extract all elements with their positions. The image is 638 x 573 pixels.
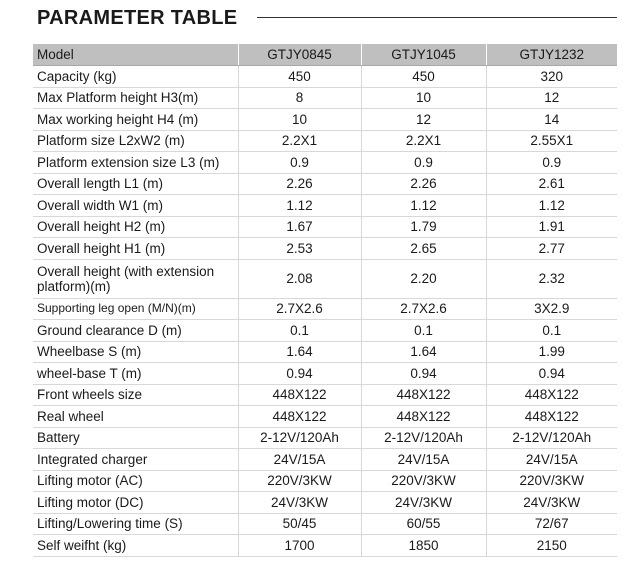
- parameter-value: 14: [486, 109, 617, 131]
- parameter-value: 450: [238, 66, 361, 88]
- parameter-value: 24V/15A: [486, 449, 617, 471]
- parameter-value: 2.20: [361, 259, 486, 298]
- parameter-label: Lifting motor (DC): [33, 492, 238, 514]
- parameter-value: 1.79: [361, 216, 486, 238]
- table-row: [33, 513, 617, 535]
- table-row: [33, 130, 617, 152]
- parameter-label: Overall height H2 (m): [33, 216, 238, 238]
- parameter-value: 1.12: [486, 195, 617, 217]
- parameter-value: 2-12V/120Ah: [486, 427, 617, 449]
- parameter-value: 320: [486, 66, 617, 88]
- parameter-value: 0.94: [238, 363, 361, 385]
- parameter-value: 448X122: [486, 384, 617, 406]
- parameter-value: 1850: [361, 535, 486, 557]
- parameter-value: 220V/3KW: [238, 470, 361, 492]
- table-row: [33, 238, 617, 260]
- parameter-label: Ground clearance D (m): [33, 320, 238, 342]
- page-title: PARAMETER TABLE: [37, 7, 238, 29]
- parameter-label: Platform extension size L3 (m): [33, 152, 238, 174]
- model-column-header: GTJY0845: [238, 44, 361, 66]
- parameter-label: Battery: [33, 427, 238, 449]
- table-header-row: [33, 44, 617, 66]
- parameter-value: 450: [361, 66, 486, 88]
- parameter-value: 2.7X2.6: [238, 298, 361, 320]
- page-header: [37, 5, 617, 33]
- table-row: [33, 298, 617, 320]
- parameter-value: 12: [486, 87, 617, 109]
- table-row: [33, 492, 617, 514]
- parameter-value: 0.9: [238, 152, 361, 174]
- parameter-label: Overall width W1 (m): [33, 195, 238, 217]
- table-row: [33, 195, 617, 217]
- parameter-value: 2-12V/120Ah: [238, 427, 361, 449]
- parameter-value: 448X122: [361, 406, 486, 428]
- parameter-value: 448X122: [361, 384, 486, 406]
- parameter-value: 2.7X2.6: [361, 298, 486, 320]
- parameter-value: 2-12V/120Ah: [361, 427, 486, 449]
- parameter-value: 2.77: [486, 238, 617, 260]
- parameter-value: 24V/15A: [361, 449, 486, 471]
- parameter-label: Overall height (with extension platform)(m): [33, 259, 238, 298]
- parameter-label: Supporting leg open (M/N)(m): [33, 298, 238, 320]
- table-row: [33, 470, 617, 492]
- table-row: [33, 363, 617, 385]
- parameter-value: 1.64: [238, 341, 361, 363]
- table-row: [33, 341, 617, 363]
- table-row: [33, 87, 617, 109]
- parameter-value: 1.99: [486, 341, 617, 363]
- parameter-value: 0.1: [238, 320, 361, 342]
- table-row: [33, 152, 617, 174]
- table-row: [33, 173, 617, 195]
- parameter-label: Integrated charger: [33, 449, 238, 471]
- parameter-value: 2.26: [238, 173, 361, 195]
- model-column-header: GTJY1045: [361, 44, 486, 66]
- parameter-value: 72/67: [486, 513, 617, 535]
- parameter-value: 220V/3KW: [486, 470, 617, 492]
- table-row: [33, 449, 617, 471]
- parameter-value: 2.08: [238, 259, 361, 298]
- parameter-label: Overall length L1 (m): [33, 173, 238, 195]
- table-row: [33, 109, 617, 131]
- parameter-table: [33, 44, 617, 557]
- table-row: [33, 406, 617, 428]
- parameter-value: 60/55: [361, 513, 486, 535]
- parameter-value: 1.64: [361, 341, 486, 363]
- table-row: [33, 259, 617, 298]
- parameter-value: 1.12: [238, 195, 361, 217]
- parameter-label: Overall height H1 (m): [33, 238, 238, 260]
- parameter-label: Platform size L2xW2 (m): [33, 130, 238, 152]
- parameter-value: 1.67: [238, 216, 361, 238]
- parameter-value: 10: [238, 109, 361, 131]
- parameter-value: 2.55X1: [486, 130, 617, 152]
- parameter-value: 24V/3KW: [238, 492, 361, 514]
- parameter-value: 0.9: [486, 152, 617, 174]
- parameter-value: 10: [361, 87, 486, 109]
- parameter-value: 2150: [486, 535, 617, 557]
- parameter-value: 2.65: [361, 238, 486, 260]
- parameter-label: Front wheels size: [33, 384, 238, 406]
- parameter-value: 2.2X1: [361, 130, 486, 152]
- parameter-value: 2.53: [238, 238, 361, 260]
- parameter-value: 0.94: [486, 363, 617, 385]
- parameter-label: Lifting/Lowering time (S): [33, 513, 238, 535]
- parameter-label: Self weifht (kg): [33, 535, 238, 557]
- table-row: [33, 320, 617, 342]
- parameter-value: 220V/3KW: [361, 470, 486, 492]
- parameter-value: 1.12: [361, 195, 486, 217]
- parameter-value: 24V/3KW: [361, 492, 486, 514]
- parameter-value: 0.1: [361, 320, 486, 342]
- parameter-label: Max Platform height H3(m): [33, 87, 238, 109]
- parameter-value: 50/45: [238, 513, 361, 535]
- parameter-label: wheel-base T (m): [33, 363, 238, 385]
- parameter-value: 0.1: [486, 320, 617, 342]
- parameter-value: 2.32: [486, 259, 617, 298]
- parameter-label: Capacity (kg): [33, 66, 238, 88]
- parameter-value: 1.91: [486, 216, 617, 238]
- column-header-label: Model: [33, 44, 238, 66]
- table-row: [33, 66, 617, 88]
- parameter-label: Wheelbase S (m): [33, 341, 238, 363]
- parameter-value: 24V/15A: [238, 449, 361, 471]
- parameter-value: 2.2X1: [238, 130, 361, 152]
- parameter-label: Max working height H4 (m): [33, 109, 238, 131]
- parameter-value: 24V/3KW: [486, 492, 617, 514]
- parameter-value: 448X122: [238, 406, 361, 428]
- parameter-value: 0.94: [361, 363, 486, 385]
- parameter-value: 2.61: [486, 173, 617, 195]
- title-divider: [257, 17, 617, 18]
- table-row: [33, 216, 617, 238]
- table-row: [33, 427, 617, 449]
- parameter-value: 448X122: [238, 384, 361, 406]
- parameter-value: 0.9: [361, 152, 486, 174]
- model-column-header: GTJY1232: [486, 44, 617, 66]
- parameter-table-body: [33, 44, 617, 556]
- parameter-value: 3X2.9: [486, 298, 617, 320]
- table-row: [33, 384, 617, 406]
- parameter-value: 448X122: [486, 406, 617, 428]
- parameter-value: 2.26: [361, 173, 486, 195]
- parameter-value: 1700: [238, 535, 361, 557]
- parameter-label: Lifting motor (AC): [33, 470, 238, 492]
- parameter-label: Real wheel: [33, 406, 238, 428]
- parameter-value: 8: [238, 87, 361, 109]
- parameter-value: 12: [361, 109, 486, 131]
- table-row: [33, 535, 617, 557]
